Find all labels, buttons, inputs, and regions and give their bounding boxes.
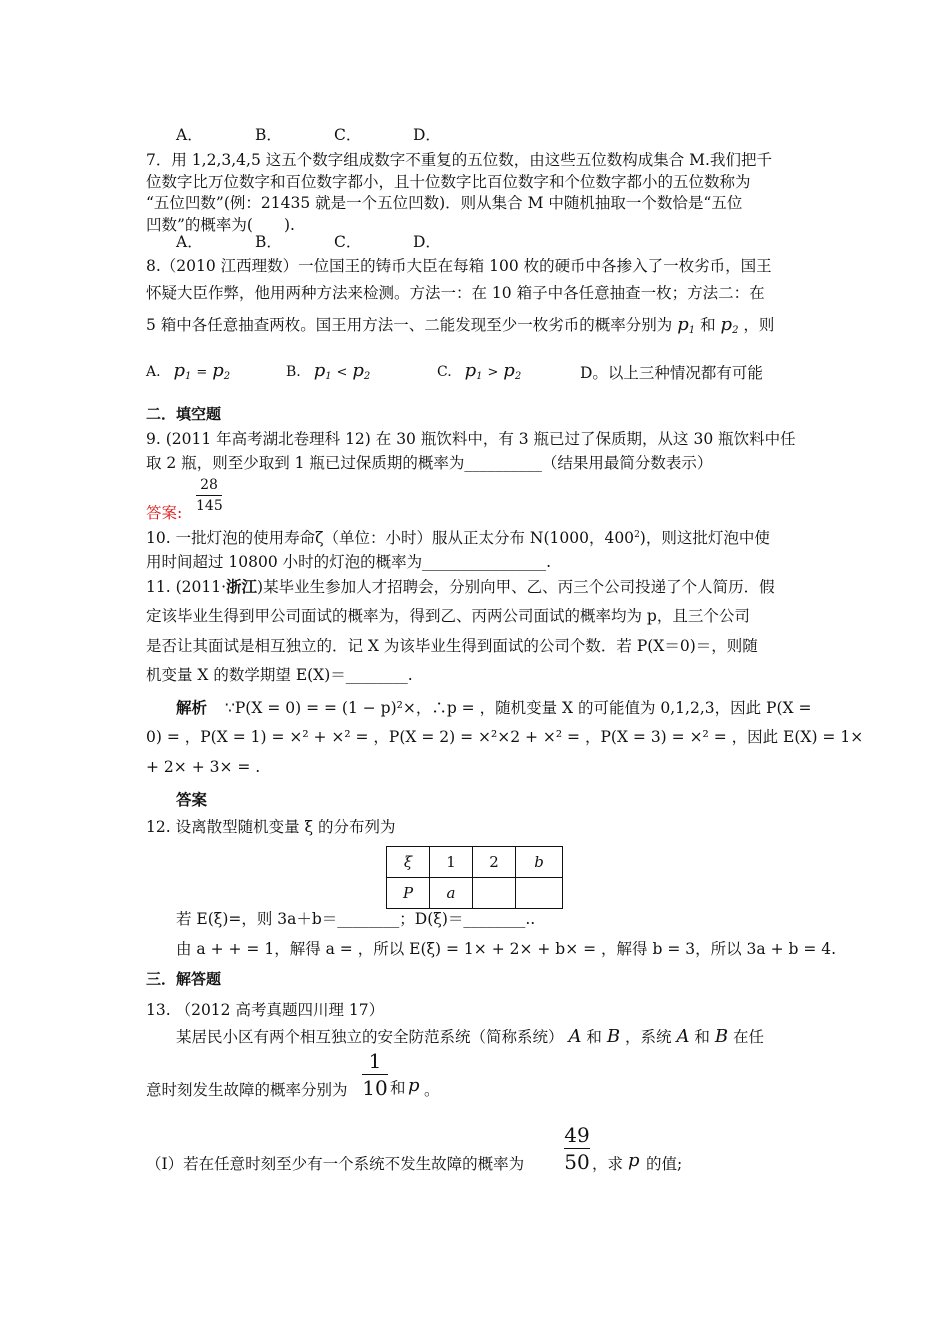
q12-solution: 由 a + + = 1，解得 a = ，所以 E(ξ) = 1× + 2× + b× = ，解得 b = 3，所以 3a + b = 4. <box>176 940 837 958</box>
p1-symbol: $p_1$ <box>677 314 696 336</box>
p2-symbol: $p_2$ <box>720 314 739 336</box>
q11-solution-line-1: 解析 ∵P(X = 0) = = (1 − p)²×，∴p = ，随机变量 X 的可能值为 0,1,2,3，因此 P(X = <box>176 698 812 717</box>
q7-line-3: “五位凹数”(例：21435 就是一个五位凹数)．则从集合 M 中随机抽取一个数恰是“五位 <box>146 194 743 212</box>
q9-line-1: 9. (2011 年高考湖北卷理科 12) 在 30 瓶饮料中，有 3 瓶已过了保质期，从这 30 瓶饮料中任 <box>146 430 796 448</box>
q11-line-3: 是否让其面试是相互独立的．记 X 为该毕业生得到面试的公司个数．若 P(X＝0)＝，则随 <box>146 637 758 655</box>
q7-option-c: C． <box>334 233 362 251</box>
section-answer-heading: 三．解答题 <box>146 970 222 988</box>
q9-answer-label: 答案: <box>146 504 183 522</box>
q13-part-1: （Ⅰ）若在任意时刻至少有一个系统不发生故障的概率为 <box>146 1155 525 1173</box>
q11-line-1: 11. (2011·浙江)某毕业生参加人才招聘会，分别向甲、乙、丙三个公司投递了个人简历．假 <box>146 577 775 596</box>
q7-option-d: D． <box>413 233 441 251</box>
q8-line-3: 5 箱中各任意抽查两枚。国王用方法一、二能发现至少一枚劣币的概率分别为 $p_1$ 和 $p_2$ ，则 <box>146 314 775 336</box>
distribution-table <box>386 846 563 909</box>
q13-part-1-end: 的值; <box>646 1155 683 1173</box>
q12-line-1: 12. 设离散型随机变量 ξ 的分布列为 <box>146 818 396 836</box>
q11-line-4: 机变量 X 的数学期望 E(X)＝________. <box>146 666 413 684</box>
q13-line-3-end: 。 <box>424 1081 440 1099</box>
q8-line-1: 8.（2010 江西理数）一位国王的铸币大臣在每箱 100 枚的硬币中各掺入了一枚劣币，国王 <box>146 257 772 275</box>
q13-fraction-49-50: 49 50 <box>564 1123 590 1174</box>
q8-option-b: B. $p_1 < p_2$ <box>286 360 371 382</box>
q12-line-2: 若 E(ξ)=，则 3a＋b＝________；D(ξ)＝________.. <box>176 910 536 928</box>
q13-line-3-and: 和 <box>390 1079 406 1097</box>
q11-solution-line-3: + 2× + 3× = . <box>146 758 261 776</box>
q7-line-4: 凹数”的概率为( ). <box>146 216 295 234</box>
q10-line-1: 10. 一批灯泡的使用寿命ζ（单位：小时）服从正太分布 N(1000，$400^2$)，则这批灯泡中使 <box>146 529 770 548</box>
q10-line-2: 用时间超过 10800 小时的灯泡的概率为________________. <box>146 553 552 571</box>
q13-p-symbol: p <box>408 1075 420 1096</box>
q13-part-1-p: p <box>628 1150 640 1171</box>
table-row: P a <box>387 878 563 909</box>
q11-line-2: 定该毕业生得到甲公司面试的概率为，得到乙、丙两公司面试的概率均为 p，且三个公司 <box>146 607 750 625</box>
q8-option-a: A. $p_1 = p_2$ <box>146 360 231 382</box>
q7-line-1: 7．用 1,2,3,4,5 这五个数字组成数字不重复的五位数，由这些五位数构成集合 M.我们把千 <box>146 151 772 169</box>
q8-line-2: 怀疑大臣作弊，他用两种方法来检测。方法一：在 10 箱子中各任意抽查一枚；方法二：在 <box>146 284 765 302</box>
q13-line-1: 13. （2012 高考真题四川理 17） <box>146 1001 385 1019</box>
q7-line-2: 位数字比万位数字和百位数字都小，且十位数字比百位数字和个位数字都小的五位数称为 <box>146 173 751 191</box>
q9-answer-fraction: 28 145 <box>196 477 223 514</box>
q7-option-b: B． <box>255 233 282 251</box>
table-row: ξ 1 2 b <box>387 847 563 878</box>
q13-line-3: 意时刻发生故障的概率分别为 <box>146 1081 348 1099</box>
q8-option-c: C. $p_1 > p_2$ <box>437 360 522 382</box>
q6-option-d: D． <box>413 126 441 144</box>
q13-fraction-1-10: 1 10 <box>362 1049 388 1100</box>
q11-solution-line-2: 0) = ，P(X = 1) = ×² + ×² = ，P(X = 2) = ×²×2 + ×² = ，P(X = 3) = ×² = ，因此 E(X) = 1× <box>146 728 864 746</box>
q7-option-a: A． <box>176 233 203 251</box>
q13-line-2: 某居民小区有两个相互独立的安全防范系统（简称系统） A 和 B ，系统 A 和 B 在任 <box>176 1026 765 1047</box>
q6-option-c: C． <box>334 126 362 144</box>
section-fill-in-heading: 二．填空题 <box>146 405 222 423</box>
q11-answer-label: 答案 <box>176 790 208 809</box>
q8-option-d: D。以上三种情况都有可能 <box>580 364 763 382</box>
q13-part-1-ask: ，求 <box>592 1155 624 1173</box>
q6-option-b: B． <box>255 126 282 144</box>
q6-option-a: A． <box>176 126 203 144</box>
q9-line-2: 取 2 瓶，则至少取到 1 瓶已过保质期的概率为__________（结果用最简分数表示） <box>146 454 713 472</box>
